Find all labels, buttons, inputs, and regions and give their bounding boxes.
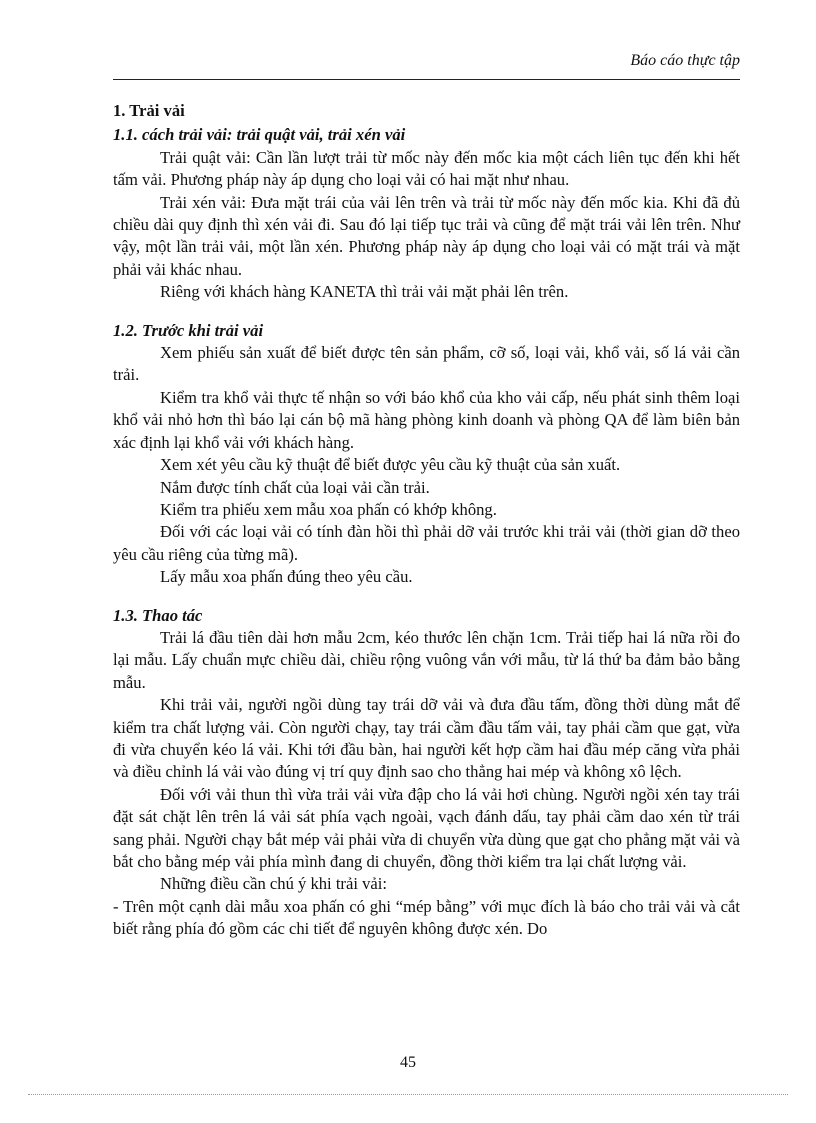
- page-body: [113, 100, 740, 941]
- page-bottom-border: [28, 1094, 788, 1095]
- page-number: 45: [400, 1054, 416, 1071]
- paragraph: Những điều cần chú ý khi trải vải:: [160, 874, 387, 894]
- running-header: Báo cáo thực tập: [630, 52, 740, 69]
- paragraph: Xem phiếu sản xuất để biết được tên sản phẩm, cỡ số, loại vải, khổ vải, số lá vải cần trải.: [113, 343, 740, 385]
- paragraph: Trải lá đầu tiên dài hơn mẫu 2cm, kéo thước lên chặn 1cm. Trải tiếp hai lá nữa rồi đo lại mẫu. Lấy chuẩn mực chiều dài, chiều rộng vuông vắn với mẫu, từ lá thứ ba đảm bảo bằng mẫu.: [113, 627, 740, 692]
- paragraph: Trải xén vải: Đưa mặt trái của vải lên trên và trải từ mốc này đến mốc kia. Khi đã đủ chiều dài quy định thì xén vải đi. Sau đó lại tiếp tục trải và cũng để mặt trái vải lên trên. Như vậy, một lần trải vải, một lần xén. Phương pháp này áp dụng cho loại vải có mặt trái và mặt phải vải khác nhau.: [113, 192, 740, 279]
- paragraph: Riêng với khách hàng KANETA thì trải vải mặt phải lên trên.: [160, 282, 569, 302]
- bullet-paragraph: - Trên một cạnh dài mẫu xoa phấn có ghi “mép bằng” với mục đích là báo cho trải vải và cắt biết rằng phía đó gồm các chi tiết để nguyên không được xén. Do: [113, 896, 740, 939]
- paragraph: Xem xét yêu cầu kỹ thuật để biết được yêu cầu kỹ thuật của sản xuất.: [160, 455, 621, 475]
- section-heading-1: 1. Trải vải: [113, 101, 185, 120]
- header-divider: [113, 79, 740, 80]
- section-heading-1-2: 1.2. Trước khi trải vải: [113, 320, 264, 340]
- paragraph: Lấy mẫu xoa phấn đúng theo yêu cầu.: [160, 567, 413, 587]
- paragraph: Kiểm tra khổ vải thực tế nhận so với báo khổ của kho vải cấp, nếu phát sinh thêm loại khổ vải nhỏ hơn thì báo lại cán bộ mã hàng phòng kinh doanh và phòng QA để làm biên bản xác định lại khổ vải với khách hàng.: [113, 387, 740, 452]
- paragraph: Trải quật vải: Cần lần lượt trải từ mốc này đến mốc kia một cách liên tục đến khi hết tấm vải. Phương pháp này áp dụng cho loại vải có hai mặt như nhau.: [113, 147, 740, 190]
- paragraph: Đối với vải thun thì vừa trải vải vừa đập cho lá vải hơi chùng. Người ngồi xén tay trái đặt sát chặt lên trên lá vải sát phía vạch ngoài, vạch đánh dấu, tay phải cầm dao xén từ trái sang phải. Người chạy bắt mép vải phải vừa di chuyển vừa dùng que gạt cho phẳng mặt vải và bắt cho bằng mép vải phía mình đang di chuyển, đồng thời kiểm tra lại chất lượng vải.: [113, 784, 740, 871]
- paragraph: Đối với các loại vải có tính đàn hồi thì phải dỡ vải trước khi trải vải (thời gian dỡ theo yêu cầu riêng của từng mã).: [113, 522, 740, 564]
- section-heading-1-1: 1.1. cách trải vải: trải quật vải, trải xén vải: [113, 125, 406, 145]
- paragraph: Kiểm tra phiếu xem mẫu xoa phấn có khớp không.: [160, 499, 497, 519]
- paragraph: Nắm được tính chất của loại vải cần trải.: [160, 477, 430, 497]
- section-heading-1-3: 1.3. Thao tác: [113, 605, 203, 625]
- paragraph: Khi trải vải, người ngồi dùng tay trái dỡ vải và đưa đầu tấm, đồng thời dùng mắt để kiểm tra chất lượng vải. Còn người chạy, tay trái cầm đầu tấm vải, tay phải cầm que gạt, vừa đi vừa chuyển kéo lá vải. Khi tới đầu bàn, hai người kết hợp cầm hai đầu mép căng vừa phải và điều chỉnh lá vải vào đúng vị trí quy định sao cho thẳng hai mép và không xô lệch.: [113, 695, 740, 782]
